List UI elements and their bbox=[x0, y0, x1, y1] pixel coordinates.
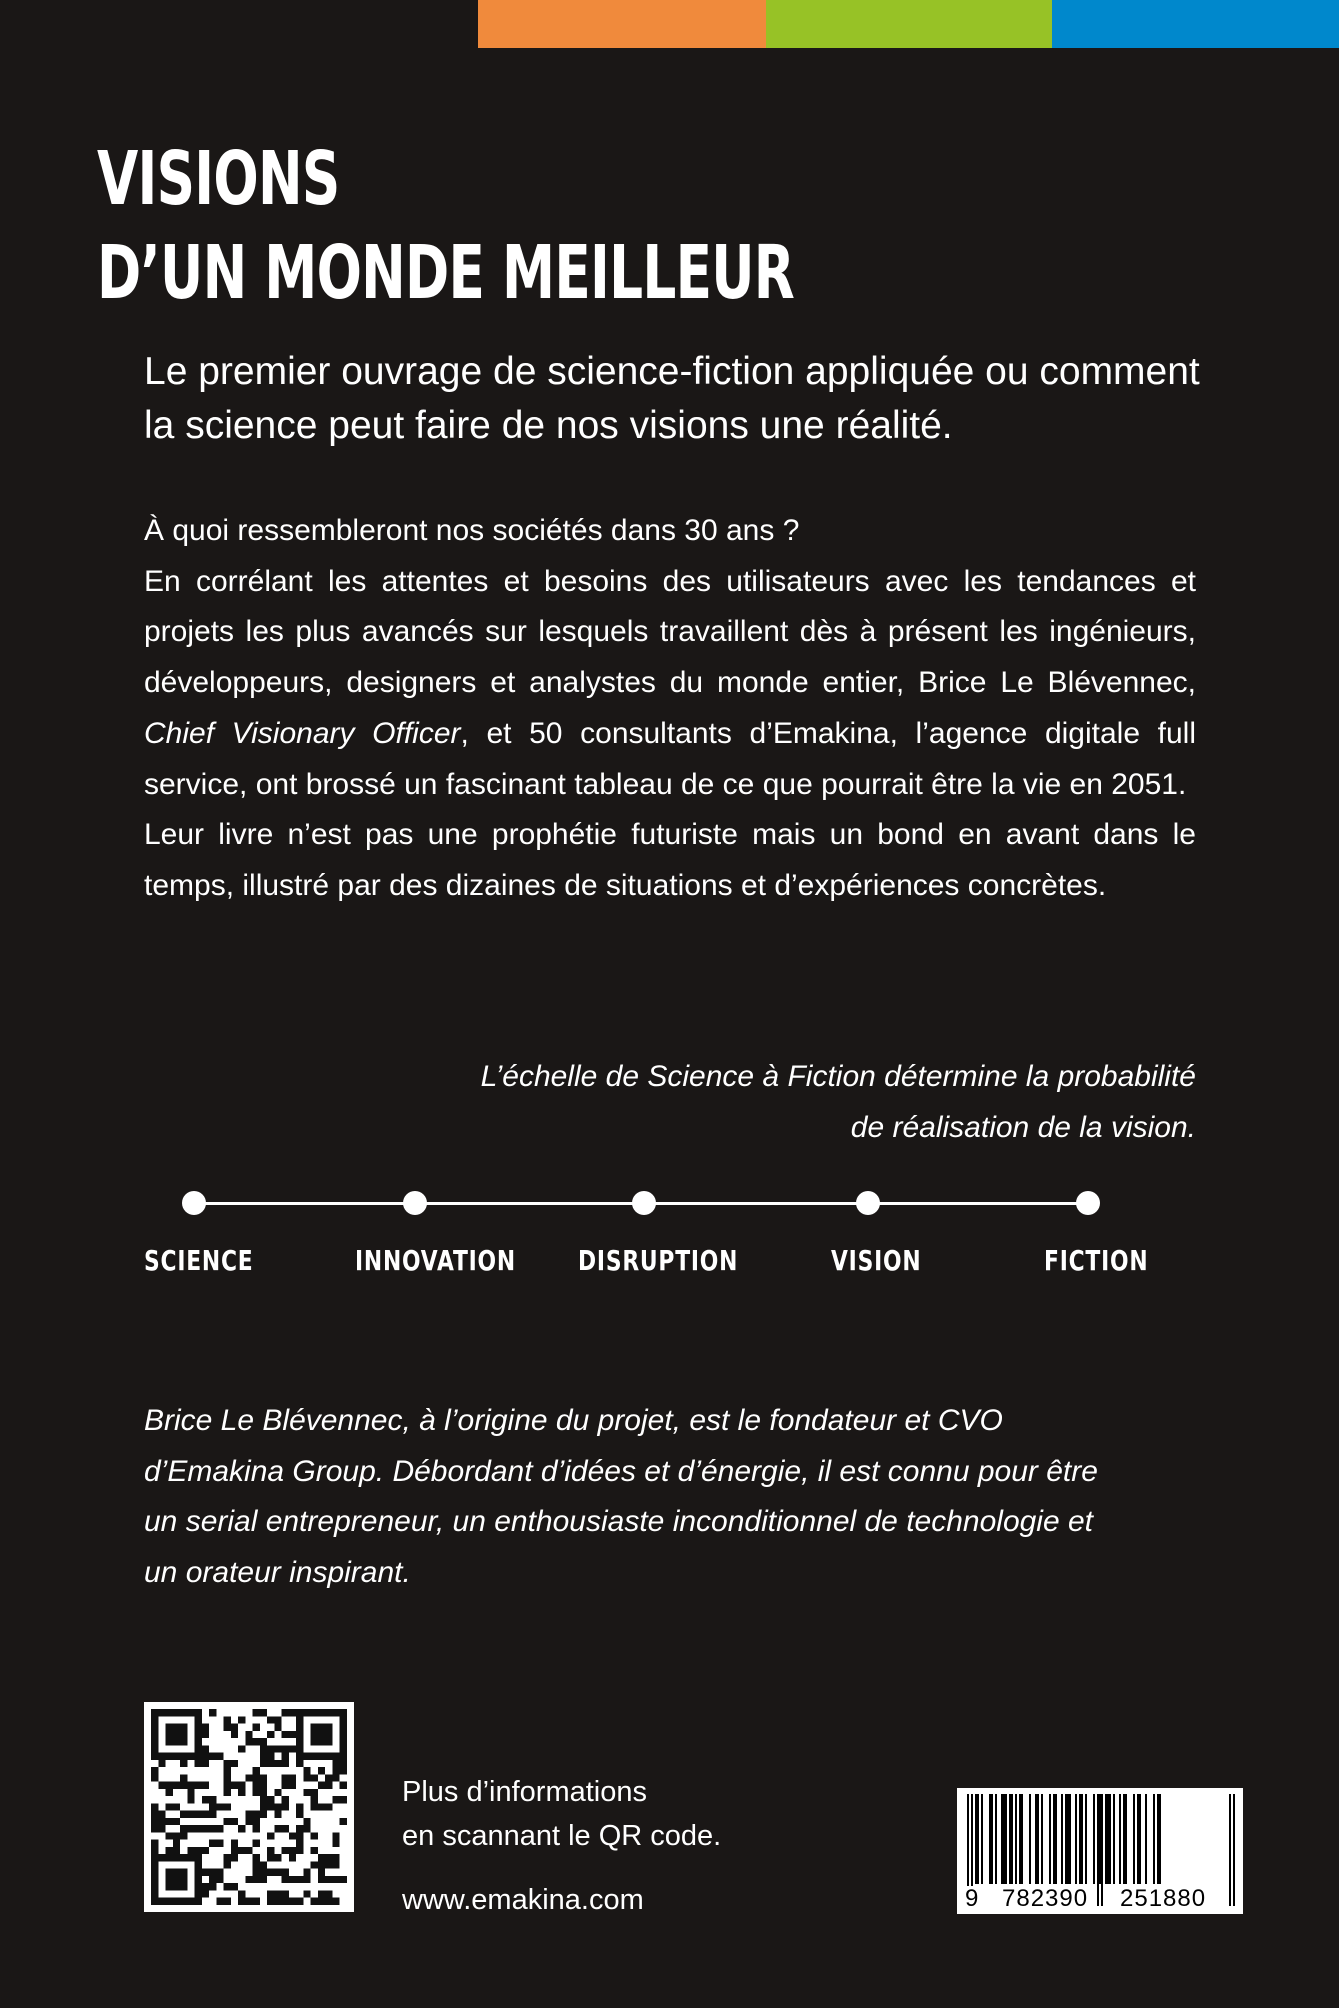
qr-code-icon bbox=[144, 1702, 354, 1912]
qr-info-line-2: en scannant le QR code. bbox=[402, 1820, 722, 1852]
scale-dot-vision bbox=[856, 1191, 880, 1215]
qr-code bbox=[144, 1702, 354, 1912]
website-link[interactable]: www.emakina.com bbox=[402, 1884, 644, 1916]
scale-label-science: SCIENCE bbox=[144, 1244, 254, 1277]
book-title bbox=[97, 132, 794, 320]
description-paragraph bbox=[144, 557, 1196, 811]
description-question: À quoi ressembleront nos sociétés dans 30 ans ? bbox=[144, 514, 800, 547]
scale-label-innovation: INNOVATION bbox=[355, 1244, 516, 1277]
scale-label-vision: VISION bbox=[831, 1244, 922, 1277]
lead-paragraph: Le premier ouvrage de science-fiction appliquée ou comment la science peut faire de nos visions une réalité. bbox=[144, 350, 1200, 447]
scale-dot-science bbox=[182, 1191, 206, 1215]
scale-dot-innovation bbox=[403, 1191, 427, 1215]
book-title-line-1: VISIONS bbox=[97, 136, 340, 222]
description-part-1: En corrélant les attentes et besoins des utilisateurs avec les tendances et projets les plus avancés sur lesquels travaillent dès à présent les ingénieurs, développeurs, designers et analystes du monde entier, Brice Le Blévennec, bbox=[144, 564, 1196, 700]
isbn-digit-first: 9 bbox=[965, 1885, 979, 1912]
author-bio: Brice Le Blévennec, à l’origine du projet, est le fondateur et CVO d’Emakina Group. Débordant d’idées et d’énergie, il est connu pour être un serial entrepreneur, un enthousiaste inconditionnel de technologie et un orateur inspirant. bbox=[144, 1404, 1098, 1590]
book-title-line-2: D’UN MONDE MEILLEUR bbox=[97, 230, 795, 316]
scale-dot-disruption bbox=[632, 1191, 656, 1215]
description-part-2: , et 50 consultants d’Emakina, l’agence digitale full service, ont brossé un fascinant tableau de ce que pourrait être la vie en 2051. bbox=[144, 716, 1197, 801]
color-bar-orange bbox=[478, 0, 766, 48]
isbn-group-1: 782390 bbox=[1002, 1885, 1089, 1912]
isbn-group-2: 251880 bbox=[1120, 1885, 1207, 1912]
qr-info-line-1: Plus d’informations bbox=[402, 1776, 647, 1808]
scale-dot-fiction bbox=[1076, 1191, 1100, 1215]
scale-caption-line-2: de réalisation de la vision. bbox=[850, 1110, 1196, 1144]
scale-label-disruption: DISRUPTION bbox=[578, 1244, 739, 1277]
scale-label-fiction: FICTION bbox=[1044, 1244, 1149, 1277]
description-text bbox=[144, 506, 1196, 912]
color-bar-blue bbox=[1052, 0, 1339, 48]
scale-caption-line-1: L’échelle de Science à Fiction détermine la probabilité bbox=[480, 1060, 1196, 1093]
scale-caption bbox=[300, 1052, 1196, 1153]
color-bar-green bbox=[766, 0, 1052, 48]
description-conclusion: Leur livre n’est pas une prophétie futuriste mais un bond en avant dans le temps, illustré par des dizaines de situations et d’expériences concrètes. bbox=[144, 818, 1196, 902]
chief-visionary-officer-emphasis: Chief Visionary Officer bbox=[144, 716, 461, 750]
qr-info bbox=[402, 1770, 802, 1858]
